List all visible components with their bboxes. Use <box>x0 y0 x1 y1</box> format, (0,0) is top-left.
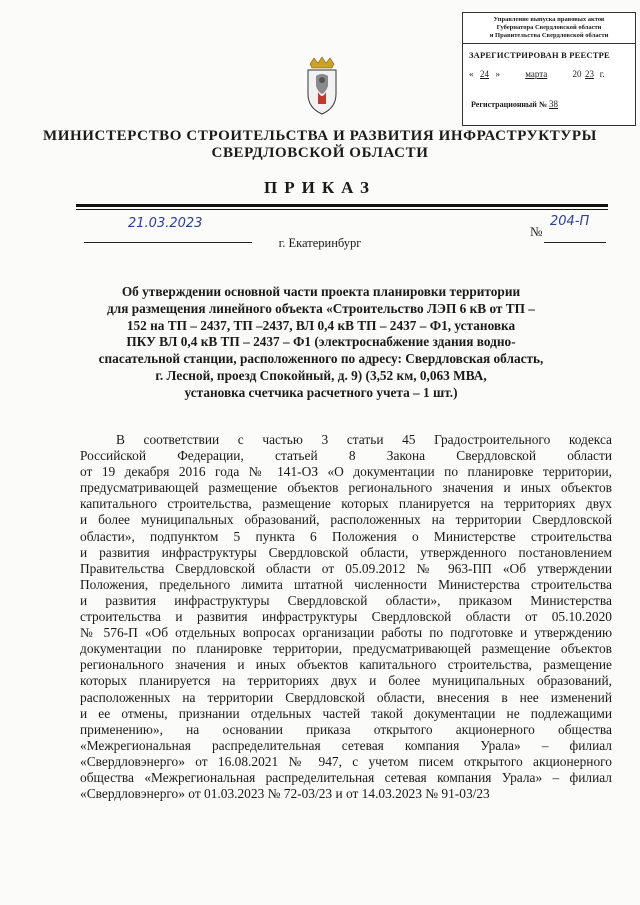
stamp-month: марта <box>525 69 548 79</box>
registration-stamp <box>462 12 636 126</box>
body-line: и более муниципальных образований, расположенных на территории Свердловской <box>80 512 612 528</box>
body-line: и ее отмены, признании отдельных частей такой документации не подлежащими <box>80 705 612 721</box>
handwritten-date: 21.03.2023 <box>128 216 203 231</box>
body-line: области», подпунктом 5 пункта 6 Положения о Министерстве строительства <box>80 528 612 544</box>
body-line: строительства и развития инфраструктуры Свердловской области от 05.10.2020 <box>80 609 612 625</box>
stamp-head-line: и Правительства Свердловской области <box>489 32 609 39</box>
body-line: и развития инфраструктуры Свердловской области», приказом Министерства <box>80 592 612 608</box>
stamp-year-prefix: 20 <box>572 69 582 79</box>
stamp-quote-open: « <box>469 69 474 79</box>
body-line: «Свердловэнерго» от 01.03.2023 № 72-03/23 и от 14.03.2023 № 91-03/23 <box>80 786 490 802</box>
body-line: капитального строительства, размещение которых планируется на территориях двух <box>80 496 612 512</box>
stamp-date <box>469 69 635 79</box>
body-line: применению», на основании приказа открытого акционерного общества <box>80 721 612 737</box>
stamp-registered-label: ЗАРЕГИСТРИРОВАН В РЕЕСТРЕ <box>469 50 610 60</box>
title-line: установка счетчика расчетного учета – 1 шт.) <box>184 384 458 400</box>
body-line: «Межрегиональная распределительная сетевая компания Урала» – филиал <box>80 737 612 753</box>
stamp-reg-value: 38 <box>548 99 558 109</box>
stamp-head-line: Управление выпуска правовых актов <box>493 16 605 23</box>
header-rule-thin <box>76 209 608 210</box>
stamp-year-g: г. <box>599 69 605 79</box>
ministry-line-2: СВЕРДЛОВСКОЙ ОБЛАСТИ <box>211 145 429 161</box>
body-line: предусматривающей размещение объектов регионального значения и иных объектов <box>80 480 612 496</box>
body-line: Российской Федерации, статьей 8 Закона Свердловской области <box>80 448 612 464</box>
header-rule-thick <box>76 204 608 207</box>
title-line: для размещения линейного объекта «Строительство ЛЭП 6 кВ от ТП – <box>107 300 535 316</box>
handwritten-number: 204-П <box>550 214 590 229</box>
ministry-name <box>40 128 600 162</box>
number-label: № <box>530 224 543 239</box>
stamp-reg-number <box>471 99 599 109</box>
body-line: Положения, предельного лимита штатной численности Министерства строительства <box>80 576 612 592</box>
title-line: 152 на ТП – 2437, ТП –2437, ВЛ 0,4 кВ ТП – 2437 – Ф1, установка <box>126 317 516 333</box>
body-line: расположенных на территории Свердловской области, внесения в нее изменений <box>80 689 612 705</box>
stamp-year-suffix: 23 <box>585 69 594 79</box>
stamp-day: 24 <box>480 69 489 79</box>
body-line: В соответствии с частью 3 статьи 45 Градостроительного кодекса <box>116 432 612 447</box>
document-body <box>80 432 612 802</box>
document-type: ПРИКАЗ <box>264 178 376 197</box>
body-line: общества «Межрегиональная распределительная сетевая компания Урала» – филиал <box>80 769 612 785</box>
body-line: и развития инфраструктуры Свердловской области, утвержденного постановлением <box>80 544 612 560</box>
stamp-reg-label: Регистрационный № <box>471 100 547 109</box>
title-line: спасательной станции, расположенного по адресу: Свердловская область, <box>98 351 544 367</box>
stamp-quote-close: » <box>495 69 500 79</box>
body-line: Правительства Свердловской области от 05.09.2012 № 963-ПП «Об утверждении <box>80 560 612 576</box>
body-line: «Свердловэнерго» от 16.08.2021 № 947, с учетом писем открытого акционерного <box>80 753 612 769</box>
body-line: регионального значения и иных объектов капитального строительства, размещение <box>80 657 612 673</box>
title-line: Об утверждении основной части проекта планировки территории <box>121 284 521 299</box>
body-line: № 576-П «Об отдельных вопросах организации работы по подготовке и утверждению <box>80 625 612 641</box>
ministry-line-1: МИНИСТЕРСТВО СТРОИТЕЛЬСТВА И РАЗВИТИЯ ИНФРАСТРУКТУРЫ <box>43 128 597 144</box>
body-line: от 19 декабря 2016 года № 141-ОЗ «О документации по планировке территории, <box>80 464 612 480</box>
body-line: документации по планировке территории, предусматривающей размещение объектов <box>80 641 612 657</box>
city: г. Екатеринбург <box>278 236 362 250</box>
stamp-head-line: Губернатора Свердловской области <box>496 24 602 31</box>
coat-of-arms-emblem <box>304 56 340 116</box>
title-line: г. Лесной, проезд Спокойный, д. 9) (3,52 км, 0,063 МВА, <box>155 367 487 383</box>
title-line: ПКУ ВЛ 0,4 кВ ТП – 2437 – Ф1 (электроснабжение здания водно- <box>126 334 516 350</box>
document-title <box>96 284 546 402</box>
body-line: которых планируется на территориях двух и более муниципальных образований, <box>80 673 612 689</box>
stamp-header <box>463 13 635 44</box>
